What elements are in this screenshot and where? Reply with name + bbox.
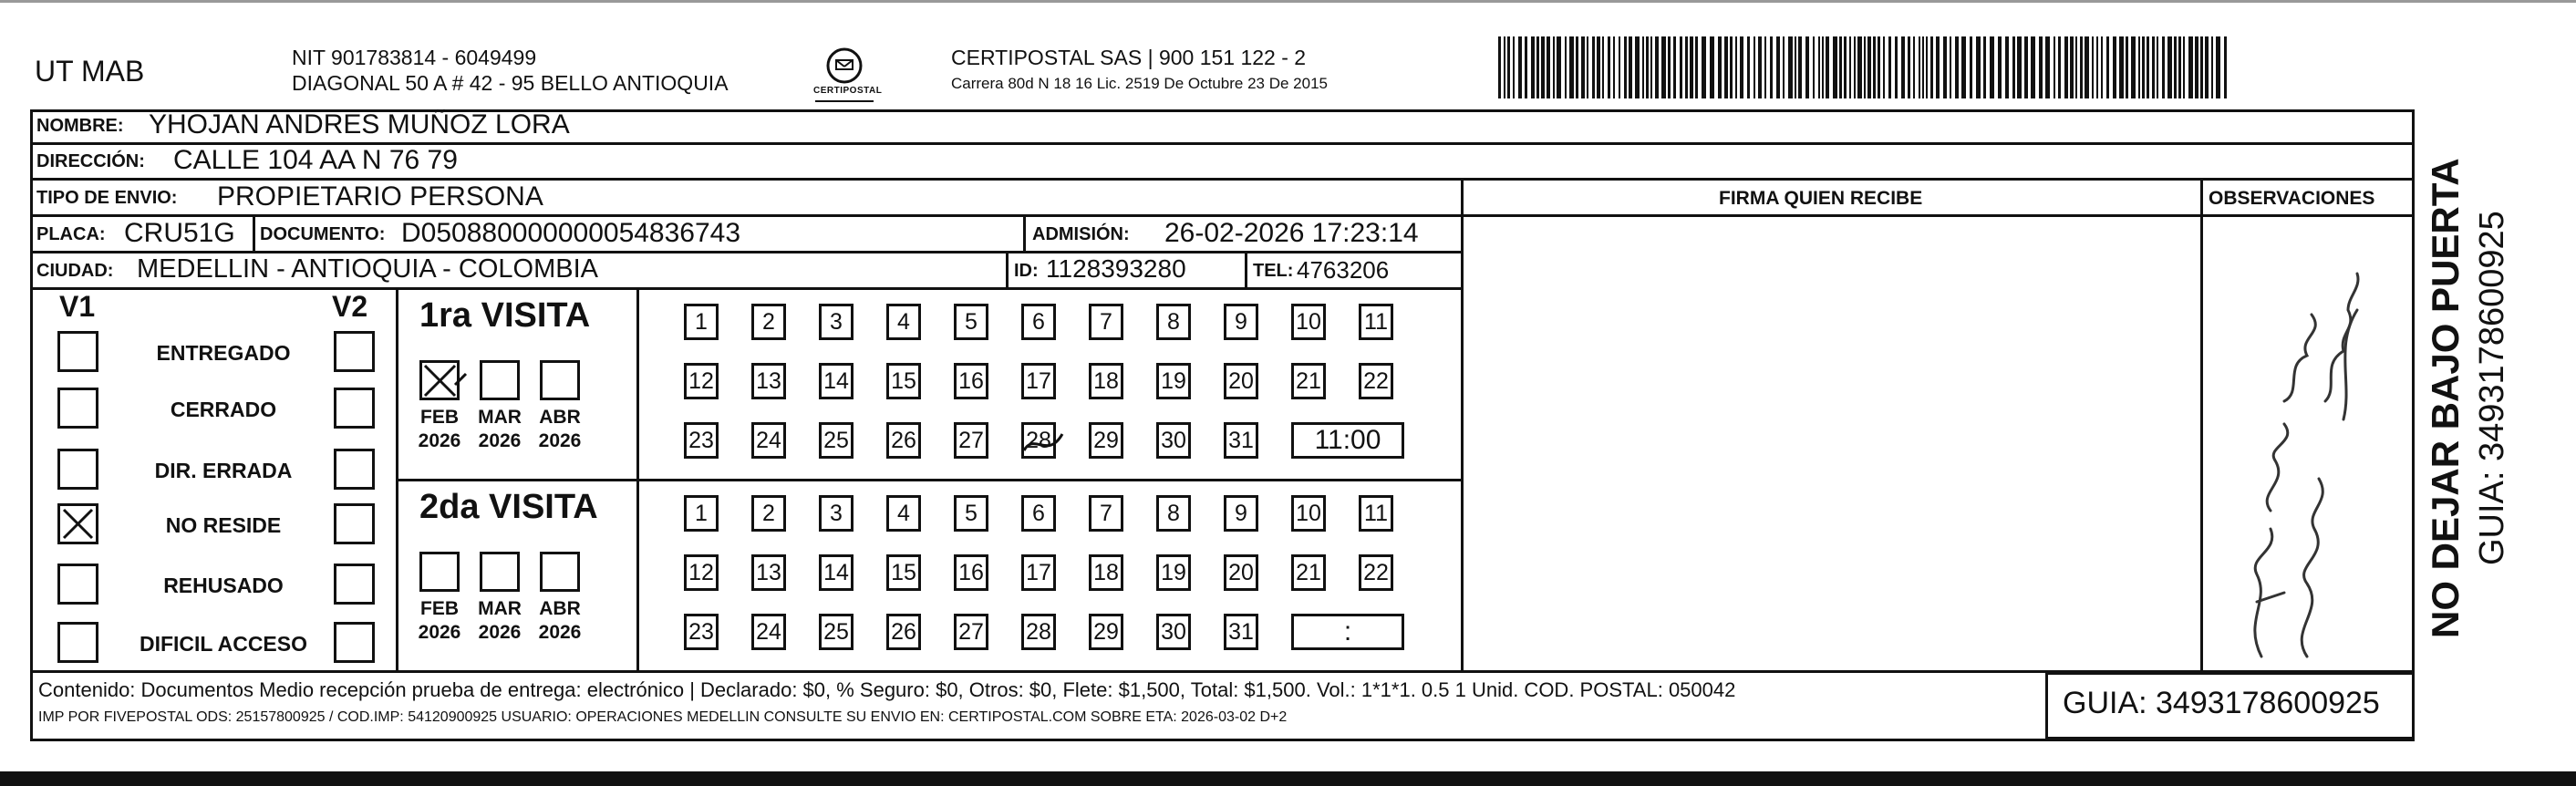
day-box: 29 [1089, 614, 1123, 650]
tipo-envio-value: PROPIETARIO PERSONA [217, 181, 543, 212]
barcode-bar [2211, 36, 2213, 98]
barcode-bar [1673, 36, 1676, 98]
barcode-bar [1569, 36, 1574, 98]
day-box: 1 [684, 304, 719, 340]
month-checkbox [540, 552, 580, 592]
barcode-bar [1922, 36, 1924, 98]
barcode-bar [2183, 36, 2185, 98]
barcode-bar [1536, 36, 1539, 98]
barcode-bar [1553, 36, 1555, 98]
day-box: 18 [1089, 554, 1123, 591]
barcode-bar [1826, 36, 1829, 98]
barcode-bar [1854, 36, 1856, 98]
month-label: FEB 2026 [418, 407, 461, 451]
barcode-bar [2096, 36, 2098, 98]
barcode-bar [2005, 36, 2009, 98]
barcode-bar [1908, 36, 1910, 98]
barcode-bar [1724, 36, 1728, 98]
day-box: 4 [886, 304, 921, 340]
status-checkbox-v2 [334, 388, 375, 429]
logo-text: CERTIPOSTAL [813, 86, 883, 96]
barcode-bar [2178, 36, 2181, 98]
barcode-bar [2080, 36, 2083, 98]
barcode-bar [1873, 36, 1876, 98]
barcode-bar [2101, 36, 2103, 98]
barcode-bar [2075, 36, 2077, 98]
barcode-bar [1718, 36, 1722, 98]
barcode-bar [1655, 36, 1659, 98]
tipo-envio-label: TIPO DE ENVIO: [36, 188, 178, 208]
day-box: 6 [1021, 304, 1056, 340]
guia-box-text: GUIA: 3493178600925 [2063, 686, 2380, 720]
company-nit: NIT 901783814 - 6049499 [292, 46, 537, 69]
day-box: 19 [1156, 554, 1191, 591]
status-label: CERRADO [170, 398, 277, 421]
barcode-bar [1805, 36, 1809, 98]
barcode-bar [2174, 36, 2177, 98]
status-label: NO RESIDE [165, 513, 282, 537]
barcode-bar [1587, 36, 1588, 98]
direccion-value: CALLE 104 AA N 76 79 [173, 145, 458, 175]
time-box: 11:00 [1291, 422, 1404, 459]
barcode-bar [2216, 36, 2220, 98]
barcode-bar [2200, 36, 2203, 98]
barcode-bar [1624, 36, 1627, 98]
day-box: 30 [1156, 422, 1191, 459]
barcode-bar [1919, 36, 1920, 98]
id-label: ID: [1014, 261, 1039, 281]
company-address: DIAGONAL 50 A # 42 - 95 BELLO ANTIOQUIA [292, 71, 729, 95]
day-box: 2 [751, 495, 786, 532]
observaciones-divider [2200, 178, 2203, 670]
day-box: 22 [1359, 363, 1393, 399]
month-label: ABR 2026 [538, 407, 582, 451]
day-box: 7 [1089, 495, 1123, 532]
barcode-bar [1888, 36, 1891, 98]
day-box: 19 [1156, 363, 1191, 399]
day-box: 27 [954, 614, 988, 650]
day-box: 28 [1021, 614, 1056, 650]
barcode-bar [1507, 36, 1510, 98]
day-box: 29 [1089, 422, 1123, 459]
barcode-bar [1690, 36, 1693, 98]
day-box: 21 [1291, 554, 1326, 591]
day-box: 15 [886, 554, 921, 591]
barcode-bar [1770, 36, 1773, 98]
status-checkbox-v1 [57, 564, 98, 605]
barcode-bar [1565, 36, 1567, 98]
day-box: 25 [819, 422, 853, 459]
barcode-bar [1642, 36, 1644, 98]
day-box: 30 [1156, 614, 1191, 650]
barcode-bar [1764, 36, 1766, 98]
barcode-bar [1776, 36, 1780, 98]
barcode-bar [1798, 36, 1802, 98]
barcode-bar [1783, 36, 1785, 98]
barcode-bar [2039, 36, 2043, 98]
status-label: REHUSADO [163, 574, 284, 597]
barcode-bar [1833, 36, 1837, 98]
placa-label: PLACA: [36, 224, 106, 244]
direccion-label: DIRECCIÓN: [36, 151, 145, 171]
status-checkbox-v2 [334, 564, 375, 605]
company-name: UT MAB [35, 55, 145, 88]
barcode-bar [1602, 36, 1604, 98]
logo-rule [815, 100, 874, 102]
day-box: 17 [1021, 554, 1056, 591]
barcode-bar [1685, 36, 1688, 98]
row-divider [30, 287, 1462, 290]
cell-divider [1023, 214, 1026, 251]
admision-label: ADMISIÓN: [1032, 224, 1130, 244]
day-box: 26 [886, 422, 921, 459]
status-checkbox-v1 [57, 503, 98, 544]
day-box: 28 [1021, 422, 1056, 459]
cell-divider [1245, 251, 1247, 287]
documento-label: DOCUMENTO: [260, 224, 386, 244]
month-label: MAR 2026 [478, 598, 522, 643]
barcode-bar [1883, 36, 1885, 98]
barcode-bar [1525, 36, 1527, 98]
day-box: 11 [1359, 304, 1393, 340]
barcode-bar [2147, 36, 2149, 98]
day-box: 24 [751, 614, 786, 650]
day-box: 21 [1291, 363, 1326, 399]
checkbox-x-mark [60, 506, 96, 542]
nombre-value: YHOJAN ANDRES MUÑOZ LORA [149, 109, 570, 140]
barcode-bar [2092, 36, 2094, 98]
barcode-bar [2113, 36, 2116, 98]
barcode-bar [1581, 36, 1585, 98]
checkbox-x-mark [422, 363, 468, 404]
cell-divider [253, 214, 255, 251]
day-box: 12 [684, 554, 719, 591]
barcode-bar [2031, 36, 2035, 98]
barcode-bar [2142, 36, 2145, 98]
carrier-name: CERTIPOSTAL SAS | 900 151 122 - 2 [951, 46, 1307, 69]
barcode-bar [1541, 36, 1545, 98]
day-box: 5 [954, 304, 988, 340]
day-box: 23 [684, 422, 719, 459]
barcode-bar [2131, 36, 2136, 98]
barcode-bar [1747, 36, 1750, 98]
placa-value: CRU51G [124, 218, 235, 248]
barcode-bar [2157, 36, 2158, 98]
barcode-bar [1613, 36, 1615, 98]
day-strike-mark [1020, 423, 1066, 463]
barcode-bar [2119, 36, 2124, 98]
barcode-bar [2126, 36, 2128, 98]
nombre-label: NOMBRE: [36, 116, 124, 136]
first-visit-title: 1ra VISITA [419, 296, 591, 335]
carrier-license: Carrera 80d N 18 16 Lic. 2519 De Octubre 23 De 2015 [951, 75, 1328, 92]
barcode-bar [1795, 36, 1796, 98]
barcode-bar [1839, 36, 1842, 98]
day-box: 3 [819, 495, 853, 532]
barcode-bar [1740, 36, 1743, 98]
barcode-bar [1895, 36, 1898, 98]
barcode-bar [1592, 36, 1595, 98]
status-checkbox-v1 [57, 331, 98, 372]
barcode-bar [2085, 36, 2089, 98]
barcode-bar [1913, 36, 1915, 98]
barcode-bar [1635, 36, 1640, 98]
day-box: 6 [1021, 495, 1056, 532]
footer-content: Contenido: Documentos Medio recepción prueba de entrega: electrónico | Declarado: $0, % Seguro: $0, Otros: $0, Flete: $1,500, Total: $1,500. Vol.: 1*1*1. 0.5 1 Unid. COD. POSTAL: 050042 [38, 678, 1736, 701]
day-box: 8 [1156, 304, 1191, 340]
barcode-bar [1650, 36, 1652, 98]
barcode-bar [1867, 36, 1871, 98]
barcode-bar [1695, 36, 1698, 98]
day-box: 9 [1224, 495, 1258, 532]
barcode-bar [2138, 36, 2140, 98]
day-box: 15 [886, 363, 921, 399]
barcode-bar [1661, 36, 1666, 98]
second-visit-title: 2da VISITA [419, 488, 598, 526]
barcode-bar [1813, 36, 1815, 98]
day-box: 18 [1089, 363, 1123, 399]
barcode-bar [1983, 36, 1986, 98]
documento-value: D050880000000054836743 [401, 218, 741, 248]
scan-edge-bottom [0, 771, 2576, 786]
barcode-bar [1513, 36, 1515, 98]
day-box: 22 [1359, 554, 1393, 591]
day-box: 8 [1156, 495, 1191, 532]
footer-imp: IMP POR FIVEPOSTAL ODS: 25157800925 / COD.IMP: 54120900925 USUARIO: OPERACIONES MEDELLIN CONSULTE SU ENVIO EN: CERTIPOSTAL.COM SOBRE ETA: 2026-03-02 D+2 [38, 709, 1288, 725]
month-checkbox [419, 360, 460, 400]
status-checkbox-v2 [334, 331, 375, 372]
barcode-bar [2012, 36, 2015, 98]
firma-label: FIRMA QUIEN RECIBE [1719, 188, 1923, 209]
barcode-bar [2205, 36, 2209, 98]
day-box: 9 [1224, 304, 1258, 340]
scan-edge-top [0, 0, 2576, 3]
day-box: 20 [1224, 363, 1258, 399]
barcode-bar [2106, 36, 2109, 98]
barcode-bar [1531, 36, 1535, 98]
barcode-bar [1788, 36, 1793, 98]
cell-divider [1006, 251, 1009, 287]
status-checkbox-v1 [57, 622, 98, 663]
barcode-bar [1976, 36, 1981, 98]
day-box: 16 [954, 363, 988, 399]
barcode-bar [1504, 36, 1505, 98]
day-box: 25 [819, 614, 853, 650]
barcode-bar [2152, 36, 2155, 98]
month-label: MAR 2026 [478, 407, 522, 451]
barcode-bar [1597, 36, 1600, 98]
barcode-bar [1950, 36, 1951, 98]
day-box: 3 [819, 304, 853, 340]
barcode-bar [1990, 36, 1994, 98]
day-box: 16 [954, 554, 988, 591]
tel-label: TEL: [1253, 261, 1294, 281]
day-box: 31 [1224, 614, 1258, 650]
barcode-bar [2017, 36, 2022, 98]
barcode-bar [1901, 36, 1905, 98]
observaciones-label: OBSERVACIONES [2209, 188, 2375, 209]
barcode-bar [1668, 36, 1671, 98]
barcode-bar [2024, 36, 2028, 98]
barcode-bar [1844, 36, 1847, 98]
status-checkbox-v1 [57, 449, 98, 490]
barcode-bar [1498, 36, 1501, 98]
barcode-bar [2195, 36, 2198, 98]
barcode-bar [1864, 36, 1866, 98]
barcode-bar [1646, 36, 1649, 98]
status-checkbox-v2 [334, 449, 375, 490]
barcode-bar [1822, 36, 1824, 98]
barcode-bar [1930, 36, 1933, 98]
day-box: 13 [751, 363, 786, 399]
day-box: 1 [684, 495, 719, 532]
barcode-bar [1680, 36, 1682, 98]
day-box: 7 [1089, 304, 1123, 340]
day-box: 4 [886, 495, 921, 532]
day-box: 5 [954, 495, 988, 532]
day-box: 20 [1224, 554, 1258, 591]
day-box: 10 [1291, 304, 1326, 340]
day-box: 2 [751, 304, 786, 340]
tel-value: 4763206 [1297, 256, 1390, 284]
month-checkbox [480, 552, 520, 592]
day-box: 13 [751, 554, 786, 591]
month-checkbox [419, 552, 460, 592]
barcode-bar [2224, 36, 2227, 98]
barcode-bar [1758, 36, 1762, 98]
barcode-bar [1619, 36, 1620, 98]
firma-divider [1461, 178, 1464, 670]
barcode-bar [1557, 36, 1561, 98]
barcode-bar [2058, 36, 2061, 98]
day-box: 14 [819, 554, 853, 591]
observaciones-handwriting [2207, 237, 2398, 666]
barcode-bar [1629, 36, 1632, 98]
barcode-bar [1943, 36, 1947, 98]
v2-label: V2 [332, 290, 368, 323]
header-rule [1461, 214, 2415, 217]
status-checkbox-v2 [334, 503, 375, 544]
barcode-bar [2188, 36, 2193, 98]
status-label: DIFICIL ACCESO [139, 632, 307, 656]
no-dejar-bajo-puerta: NO DEJAR BAJO PUERTA [2424, 158, 2467, 638]
barcode-bar [1955, 36, 1959, 98]
ciudad-value: MEDELLIN - ANTIOQUIA - COLOMBIA [137, 254, 598, 284]
admision-value: 26-02-2026 17:23:14 [1164, 218, 1419, 248]
barcode-bar [1702, 36, 1706, 98]
barcode-bar [2064, 36, 2068, 98]
barcode [1498, 36, 2228, 98]
barcode-bar [1998, 36, 2002, 98]
barcode-bar [1818, 36, 1820, 98]
barcode-bar [2045, 36, 2050, 98]
status-label: ENTREGADO [156, 341, 291, 365]
id-value: 1128393280 [1046, 254, 1186, 283]
barcode-bar [1754, 36, 1755, 98]
month-label: FEB 2026 [418, 598, 461, 643]
month-label: ABR 2026 [538, 598, 582, 643]
certipostal-logo [812, 44, 883, 108]
day-box: 10 [1291, 495, 1326, 532]
status-label: DIR. ERRADA [154, 459, 293, 482]
day-box: 23 [684, 614, 719, 650]
barcode-bar [1936, 36, 1940, 98]
barcode-bar [1857, 36, 1862, 98]
side-guia: GUIA: 3493178600925 [2473, 211, 2511, 565]
status-checkbox-v1 [57, 388, 98, 429]
day-box: 27 [954, 422, 988, 459]
barcode-bar [1849, 36, 1851, 98]
day-box: 11 [1359, 495, 1393, 532]
barcode-bar [1576, 36, 1578, 98]
day-box: 26 [886, 614, 921, 650]
barcode-bar [1961, 36, 1966, 98]
v1-label: V1 [59, 290, 96, 323]
month-checkbox [540, 360, 580, 400]
barcode-bar [1878, 36, 1880, 98]
barcode-bar [1735, 36, 1737, 98]
barcode-bar [1710, 36, 1714, 98]
day-box: 12 [684, 363, 719, 399]
barcode-bar [2167, 36, 2172, 98]
visits-divider [396, 479, 1461, 481]
time-box: : [1291, 614, 1404, 650]
day-box: 31 [1224, 422, 1258, 459]
barcode-bar [1518, 36, 1522, 98]
day-box: 24 [751, 422, 786, 459]
status-checkbox-v2 [334, 622, 375, 663]
barcode-bar [1547, 36, 1550, 98]
day-box: 17 [1021, 363, 1056, 399]
barcode-bar [2162, 36, 2165, 98]
month-checkbox [480, 360, 520, 400]
barcode-bar [1970, 36, 1972, 98]
barcode-bar [2070, 36, 2074, 98]
row-divider [30, 178, 2415, 181]
barcode-bar [1608, 36, 1610, 98]
barcode-bar [2054, 36, 2055, 98]
barcode-bar [1926, 36, 1928, 98]
day-box: 14 [819, 363, 853, 399]
barcode-bar [1730, 36, 1733, 98]
ciudad-label: CIUDAD: [36, 261, 114, 281]
